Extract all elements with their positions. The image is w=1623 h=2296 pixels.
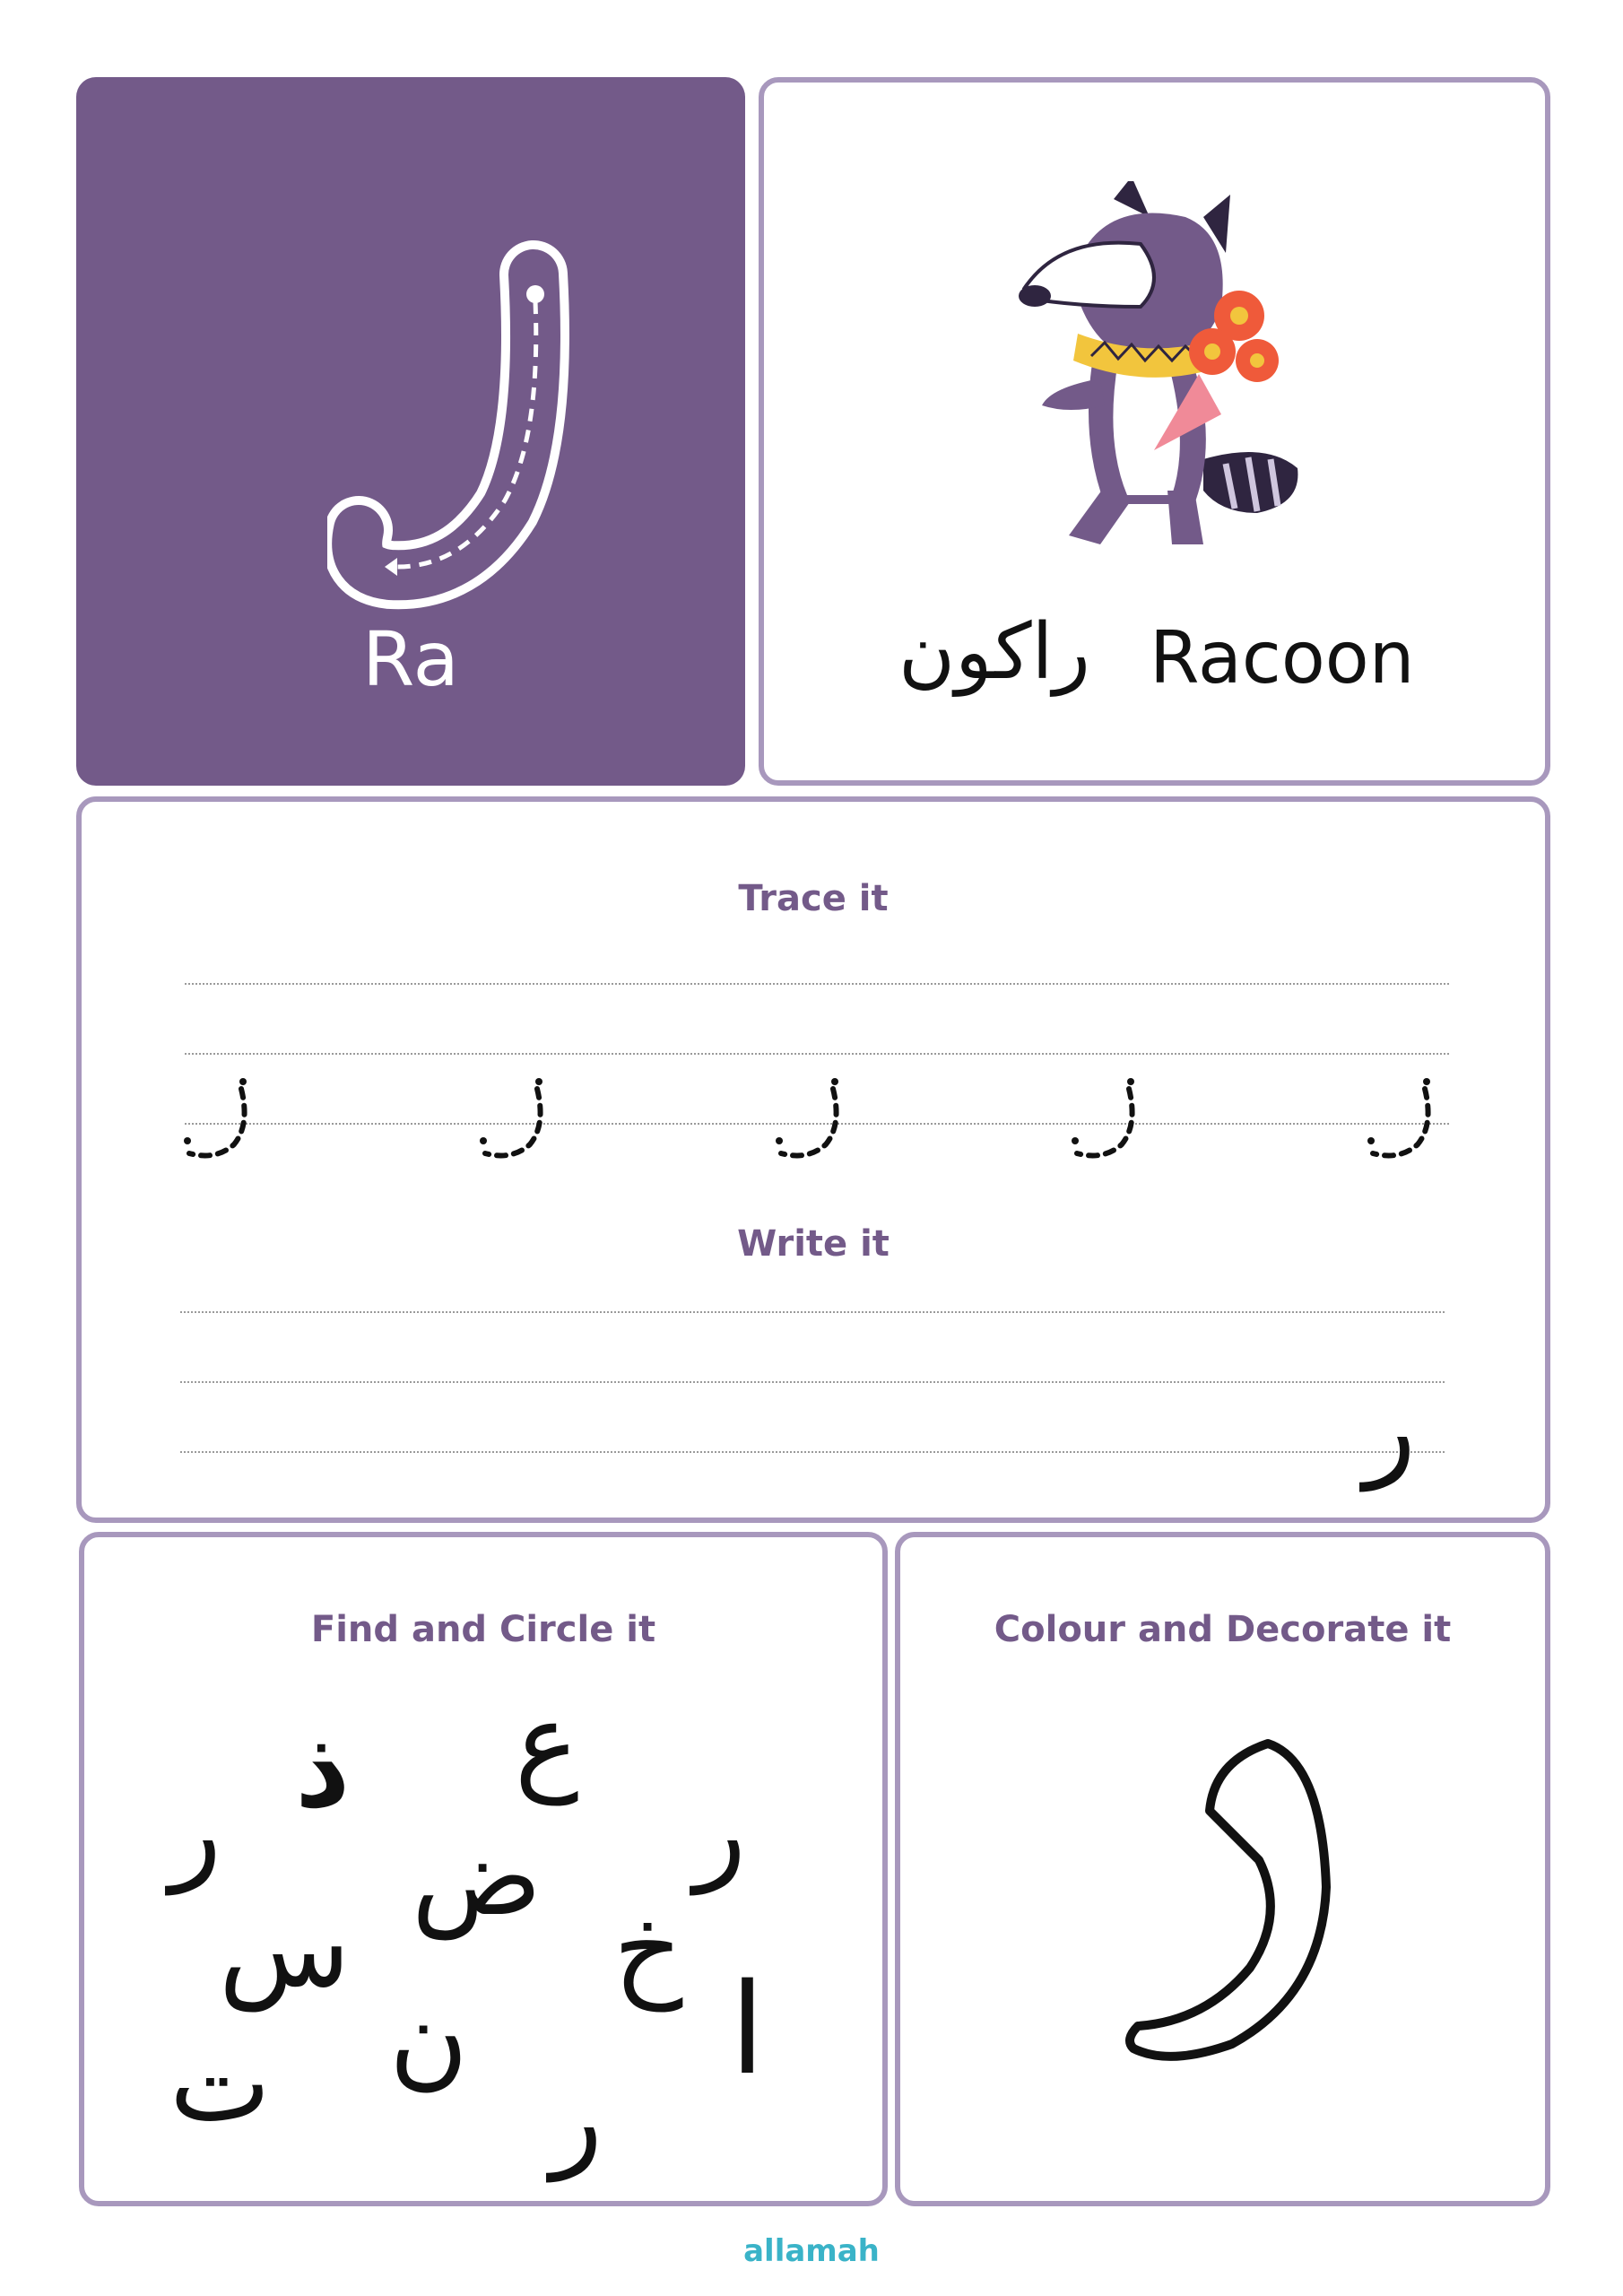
find-letter-5[interactable]: ض [412,1815,542,1940]
write-guide-line-top [180,1311,1445,1313]
trace-letter-2 [476,1071,566,1170]
trace-letter-3 [772,1071,862,1170]
ra-tracing-icon [327,212,632,642]
letter-card [76,77,745,786]
raccoon-illustration-icon [1006,181,1329,558]
english-word: Racoon [1150,616,1415,700]
find-letter-11[interactable]: ر [551,2057,603,2182]
trace-guide-line-mid [185,1053,1449,1055]
write-example-letter: ر [1364,1367,1416,1492]
find-heading: Find and Circle it [310,1609,656,1650]
find-letter-9[interactable]: ت [169,2022,271,2146]
find-circle-panel [79,1532,888,2206]
word-card [759,77,1550,786]
colour-heading: Colour and Decorate it [994,1609,1452,1650]
trace-heading: Trace it [738,878,889,919]
find-letter-1[interactable]: ر [169,1770,221,1895]
write-heading: Write it [737,1223,890,1265]
find-letter-2[interactable]: ذ [295,1708,351,1832]
write-guide-line-mid [180,1381,1445,1383]
ra-outline-icon [1098,1726,1384,2084]
arabic-word: راكون [898,607,1090,697]
find-letter-3[interactable]: ع [515,1681,579,1805]
trace-letter-1 [180,1071,270,1170]
letter-transliteration: Ra [362,615,459,703]
trace-write-panel [76,796,1550,1523]
find-letter-6[interactable]: س [219,1887,351,2012]
find-letter-7[interactable]: خ [613,1887,683,2012]
brand-logo: allamah [743,2233,880,2269]
colour-decorate-panel [895,1532,1550,2206]
trace-guide-line-top [185,983,1449,985]
find-letter-10[interactable]: ن [389,1977,469,2101]
find-letter-4[interactable]: ر [694,1770,746,1895]
find-letter-8[interactable]: ا [730,1957,765,2103]
trace-letter-5 [1364,1071,1454,1170]
write-guide-line-base [180,1451,1445,1453]
trace-letter-4 [1068,1071,1158,1170]
